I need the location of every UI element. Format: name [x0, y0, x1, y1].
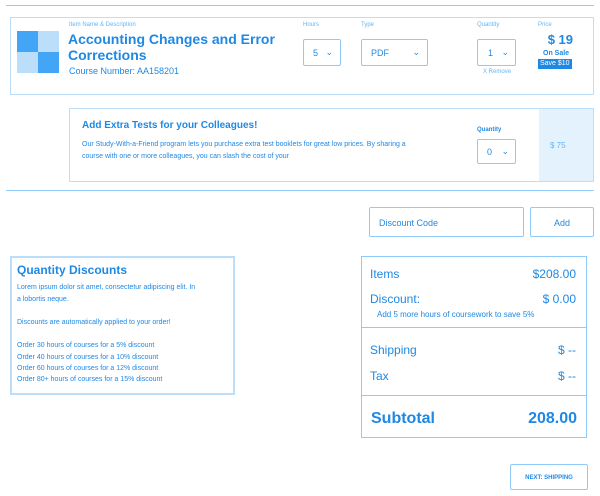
discount-value: $ 0.00 — [542, 292, 576, 306]
shipping-label: Shipping — [370, 343, 417, 357]
discount-tier: Order 30 hours of courses for a 5% discount — [17, 342, 155, 349]
tax-label: Tax — [370, 369, 389, 383]
chevron-down-icon: ⌄ — [501, 46, 509, 57]
chevron-down-icon: ⌄ — [501, 145, 509, 156]
item-price: $ 19 — [547, 32, 573, 47]
chevron-down-icon: ⌄ — [412, 46, 420, 57]
extra-price-cell — [539, 109, 593, 181]
quantity-select[interactable] — [477, 39, 516, 66]
discount-tier: Order 60 hours of courses for a 12% discount — [17, 365, 159, 372]
tax-value: $ -- — [558, 369, 576, 383]
shipping-value: $ -- — [558, 343, 576, 357]
summary-divider — [362, 395, 586, 396]
extra-tests-description: Our Study-With-a-Friend program lets you purchase extra test booklets for great low prices. By sharing a course with one or more colleagues, you can slash the cost of your — [82, 141, 406, 160]
remove-link[interactable]: X Remove — [483, 69, 512, 75]
course-number: Course Number: AA158201 — [69, 66, 180, 76]
on-sale-label: On Sale — [543, 50, 570, 57]
discount-tier: Order 40 hours of courses for a 10% discount — [17, 354, 159, 361]
add-discount-button[interactable]: Add — [530, 207, 594, 237]
save-badge: Save $10 — [540, 60, 570, 67]
quantity-discounts-intro: a lobortis neque. — [17, 296, 69, 303]
extra-quantity-select[interactable] — [477, 139, 516, 164]
extra-quantity-value: 0 — [487, 146, 493, 157]
hours-select[interactable] — [303, 39, 341, 66]
extra-tests-title: Add Extra Tests for your Colleagues! — [82, 120, 258, 131]
chevron-down-icon: ⌄ — [325, 46, 333, 57]
items-label: Items — [370, 267, 400, 281]
subtotal-value: 208.00 — [528, 410, 577, 427]
course-thumbnail-icon — [17, 31, 59, 73]
middle-divider — [6, 190, 594, 191]
quantity-discounts-title: Quantity Discounts — [17, 263, 128, 277]
quantity-discounts-note: Discounts are automatically applied to your order! — [17, 319, 171, 326]
type-select[interactable] — [361, 39, 428, 66]
items-value: $208.00 — [532, 267, 576, 281]
header-item-name: Item Name & Description — [69, 22, 136, 28]
discount-label: Discount: — [370, 292, 421, 306]
hours-value: 5 — [313, 47, 319, 58]
next-shipping-button[interactable]: NEXT: SHIPPING — [510, 464, 588, 490]
quantity-value: 1 — [488, 47, 494, 58]
type-value: PDF — [371, 47, 389, 58]
header-hours: Hours — [303, 22, 320, 28]
course-title[interactable]: Accounting Changes and Error Corrections — [68, 31, 275, 63]
summary-divider — [362, 327, 586, 328]
discount-tier: Order 80+ hours of courses for a 15% discount — [17, 376, 163, 383]
extra-quantity-label: Quantity — [477, 127, 502, 133]
discount-hint: Add 5 more hours of coursework to save 5% — [377, 310, 535, 319]
extra-price: $ 75 — [550, 141, 566, 150]
discount-code-input[interactable]: Discount Code — [369, 207, 524, 237]
header-price: Price — [538, 22, 552, 28]
subtotal-label: Subtotal — [371, 410, 435, 427]
quantity-discounts-intro: Lorem ipsum dolor sit amet, consectetur adipiscing elit. In — [17, 284, 196, 291]
top-divider — [6, 5, 594, 6]
header-type: Type — [361, 22, 375, 28]
header-quantity: Quantity — [477, 22, 500, 28]
